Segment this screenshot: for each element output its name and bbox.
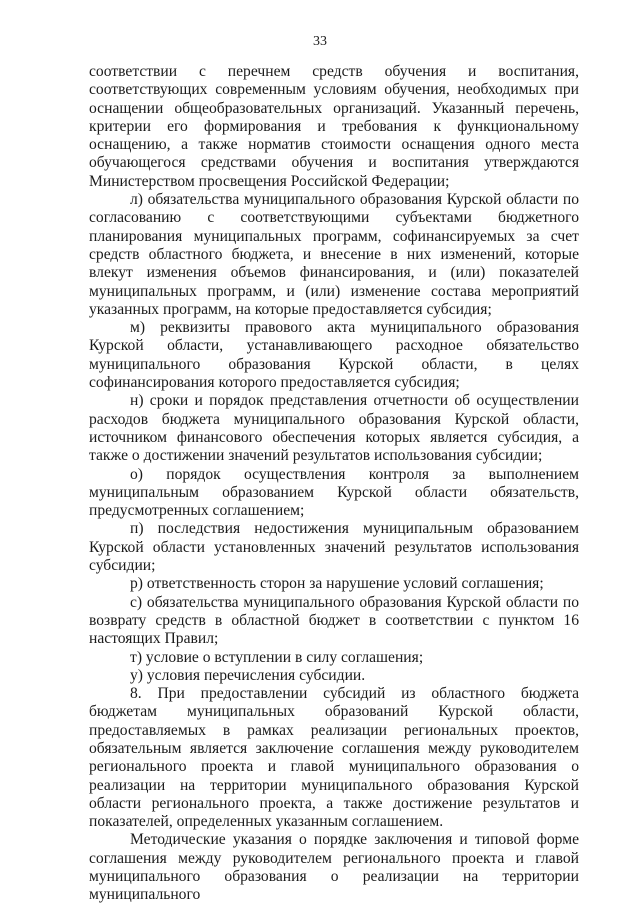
document-body — [89, 63, 579, 905]
list-item-m: м) реквизиты правового акта муниципального образования Курской области, устанавливающего расходное обязательство муниципального образования Курской области, в целях софинансирования которого предоставляется субсидия; — [89, 319, 579, 392]
section-8-paragraph: 8. При предоставлении субсидий из областного бюджета бюджетам муниципальных образований Курской области, предоставляемых в рамках реализации региональных проектов, обязательным является заключение соглашения между руководителем регионального проекта и главой муниципального образования о реализации на территории муниципального образования Курской области регионального проекта, а также достижение результатов и показателей, определенных указанным соглашением. — [89, 685, 579, 831]
paragraph-continuation: соответствии с перечнем средств обучения и воспитания, соответствующих современным условиям обучения, необходимых при оснащении общеобразовательных организаций. Указанный перечень, критерии его формирования и требования к функциональному оснащению, а также норматив стоимости оснащения одного места обучающегося средствами обучения и воспитания утверждаются Министерством просвещения Российской Федерации; — [89, 63, 579, 190]
list-item-r: р) ответственность сторон за нарушение условий соглашения; — [130, 575, 544, 593]
list-item-p: п) последствия недостижения муниципальным образованием Курской области установленных значений результатов использования субсидии; — [89, 520, 579, 575]
page-number: 33 — [313, 34, 327, 49]
list-item-o: о) порядок осуществления контроля за выполнением муниципальным образованием Курской области обязательств, предусмотренных соглашением; — [89, 465, 579, 520]
list-item-n: н) сроки и порядок представления отчетности об осуществлении расходов бюджета муниципального образования Курской области, источником финансового обеспечения которых является субсидия, а также о достижении значений результатов использования субсидии; — [89, 392, 579, 465]
list-item-s: с) обязательства муниципального образования Курской области по возврату средств в областной бюджет в соответствии с пунктом 16 настоящих Правил; — [89, 593, 579, 648]
list-item-u: у) условия перечисления субсидии. — [130, 666, 366, 684]
list-item-l: л) обязательства муниципального образования Курской области по согласованию с соответствующими субъектами бюджетного планирования муниципальных программ, софинансируемых за счет средств областного бюджета, и внесение в них изменений, которые влекут изменения объемов финансирования, и (или) показателей муниципальных программ, и (или) изменение состава мероприятий указанных программ, на которые предоставляется субсидия; — [89, 191, 579, 318]
methodical-guidelines-paragraph: Методические указания о порядке заключения и типовой форме соглашения между руководителем регионального проекта и главой муниципального образования о реализации на территории муниципального — [89, 831, 579, 904]
list-item-t: т) условие о вступлении в силу соглашения; — [130, 648, 424, 666]
